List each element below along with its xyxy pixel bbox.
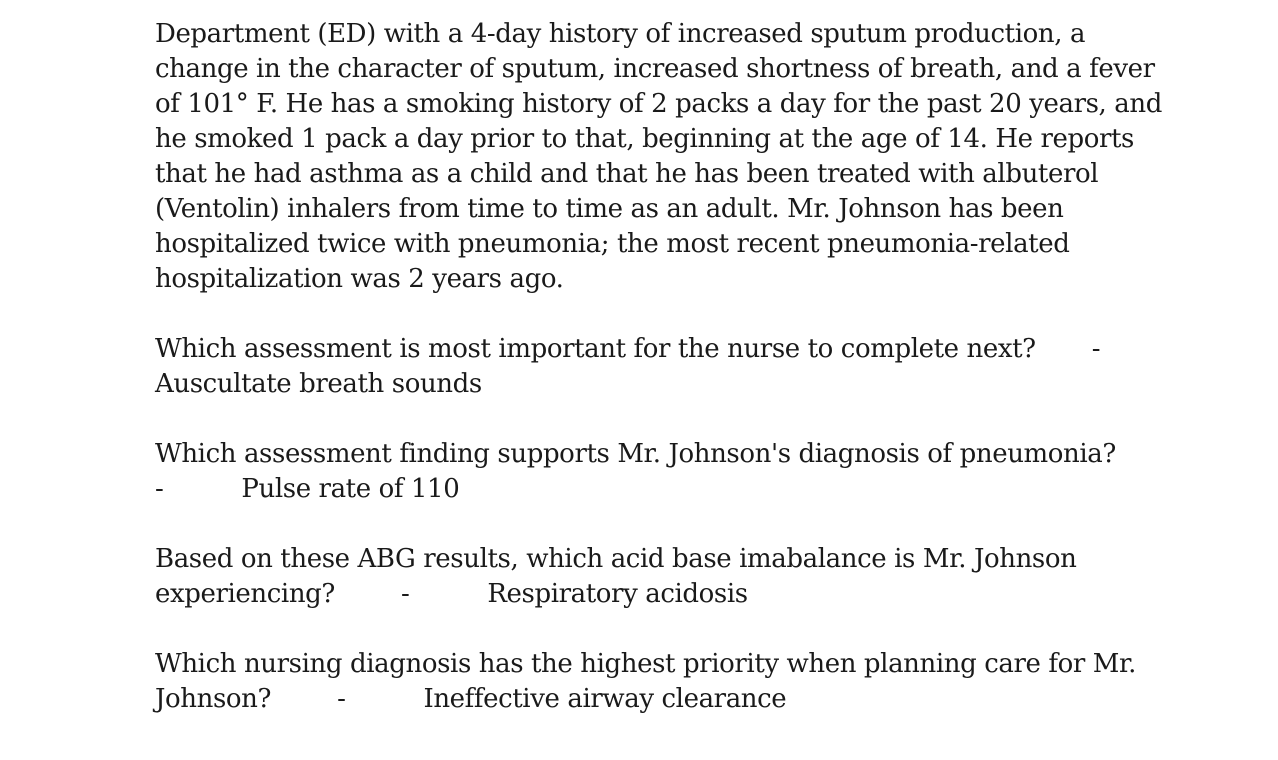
- answer-3: Respiratory acidosis: [487, 579, 748, 609]
- question-2-dash: -: [155, 474, 164, 504]
- question-1-dash: -: [1091, 334, 1101, 364]
- case-line-1: Department (ED) with a 4-day history of increased sputum production, a: [155, 19, 1086, 49]
- question-3-line2: experiencing?: [155, 579, 335, 609]
- clipped-top-line: [155, 0, 1255, 17]
- paragraph-gap: [155, 297, 1255, 332]
- case-line-6: (Ventolin) inhalers from time to time as an adult. Mr. Johnson has been: [155, 194, 1064, 224]
- question-3: Based on these ABG results, which acid base imabalance is Mr. Johnson: [155, 544, 1077, 574]
- answer-1: Auscultate breath sounds: [155, 369, 482, 399]
- question-1-text: Which assessment is most important for the nurse to complete next?: [155, 334, 1036, 364]
- case-line-5: that he had asthma as a child and that he has been treated with albuterol: [155, 159, 1099, 189]
- document-body: [155, 0, 1255, 717]
- case-line-8: hospitalization was 2 years ago.: [155, 264, 564, 294]
- case-line-7: hospitalized twice with pneumonia; the most recent pneumonia-related: [155, 229, 1070, 259]
- answer-3-line: [155, 577, 1255, 612]
- paragraph-gap: [155, 507, 1255, 542]
- question-4-dash: -: [337, 684, 346, 714]
- question-4: Which nursing diagnosis has the highest priority when planning care for Mr.: [155, 649, 1137, 679]
- answer-4-line: [155, 682, 1255, 717]
- question-1: [155, 332, 1255, 367]
- answer-2: Pulse rate of 110: [241, 474, 460, 504]
- paragraph-gap: [155, 612, 1255, 647]
- case-line-4: he smoked 1 pack a day prior to that, beginning at the age of 14. He reports: [155, 124, 1134, 154]
- question-4-line2: Johnson?: [155, 684, 272, 714]
- answer-2-line: [155, 472, 1255, 507]
- paragraph-gap: [155, 402, 1255, 437]
- case-line-3: of 101° F. He has a smoking history of 2 packs a day for the past 20 years, and: [155, 89, 1162, 119]
- question-2: Which assessment finding supports Mr. Johnson's diagnosis of pneumonia?: [155, 439, 1116, 469]
- case-line-2: change in the character of sputum, increased shortness of breath, and a fever: [155, 54, 1155, 84]
- answer-4: Ineffective airway clearance: [423, 684, 787, 714]
- question-3-dash: -: [400, 579, 410, 609]
